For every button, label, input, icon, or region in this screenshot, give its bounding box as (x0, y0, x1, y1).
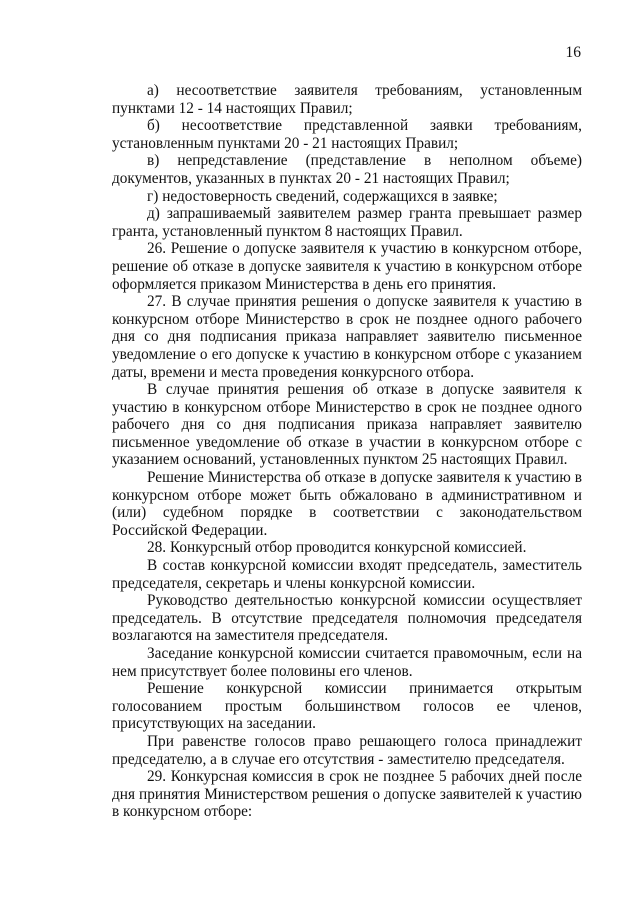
clause-29: 29. Конкурсная комиссия в срок не позднее 5 рабочих дней после дня принятия Министерством решения о допуске заявителей к участию в конкурсном отборе: (112, 768, 582, 821)
list-item-c: в) непредставление (представление в неполном объеме) документов, указанных в пунктах 20 - 21 настоящих Правил; (112, 152, 582, 187)
clause-28-quorum: Заседание конкурсной комиссии считается правомочным, если на нем присутствует более половины его членов. (112, 645, 582, 680)
list-item-a: а) несоответствие заявителя требованиям, установленным пунктами 12 - 14 настоящих Правил; (112, 82, 582, 117)
list-item-d: г) недостоверность сведений, содержащихся в заявке; (147, 187, 498, 205)
list-item-b: б) несоответствие представленной заявки требованиям, установленным пунктами 20 - 21 настоящих Правил; (112, 117, 582, 152)
clause-26: 26. Решение о допуске заявителя к участию в конкурсном отборе, решение об отказе в допуске заявителя к участию в конкурсном отборе оформляется приказом Министерства в день его принятия. (112, 240, 582, 293)
clause-28-tie-vote: При равенстве голосов право решающего голоса принадлежит председателю, а в случае его отсутствия - заместителю председателя. (112, 732, 582, 768)
clause-28-voting: Решение конкурсной комиссии принимается открытым голосованием простым большинством голосов ее членов, присутствующих на заседании. (112, 680, 582, 733)
clause-28-leadership: Руководство деятельностью конкурсной комиссии осуществляет председатель. В отсутствие председателя полномочия председателя возлагаются на заместителя председателя. (112, 592, 582, 645)
clause-27: 27. В случае принятия решения о допуске заявителя к участию в конкурсном отборе Министерство в срок не позднее одного рабочего дня со дня подписания приказа направляет заявителю письменное уведомление о его допуске к участию в конкурсном отборе с указанием даты, времени и места проведения конкурсного отбора. (112, 293, 582, 381)
list-item-e: д) запрашиваемый заявителем размер гранта превышает размер гранта, установленный пунктом 8 настоящих Правил. (112, 205, 582, 240)
document-body (112, 82, 582, 821)
clause-28-composition: В состав конкурсной комиссии входят председатель, заместитель председателя, секретарь и члены конкурсной комиссии. (112, 557, 582, 592)
clause-27-refusal-notice: В случае принятия решения об отказе в допуске заявителя к участию в конкурсном отборе Министерство в срок не позднее одного рабочего дня со дня подписания приказа направляет заявителю письменное уведомление об отказе в участии в конкурсном отборе с указанием оснований, установленных пунктом 25 настоящих Правил. (112, 381, 582, 469)
clause-27-appeal: Решение Министерства об отказе в допуске заявителя к участию в конкурсном отборе может быть обжаловано в административном и (или) судебном порядке в соответствии с законодательством Российской Федерации. (112, 469, 582, 539)
clause-28: 28. Конкурсный отбор проводится конкурсной комиссией. (147, 539, 527, 557)
page-number: 16 (565, 44, 581, 61)
